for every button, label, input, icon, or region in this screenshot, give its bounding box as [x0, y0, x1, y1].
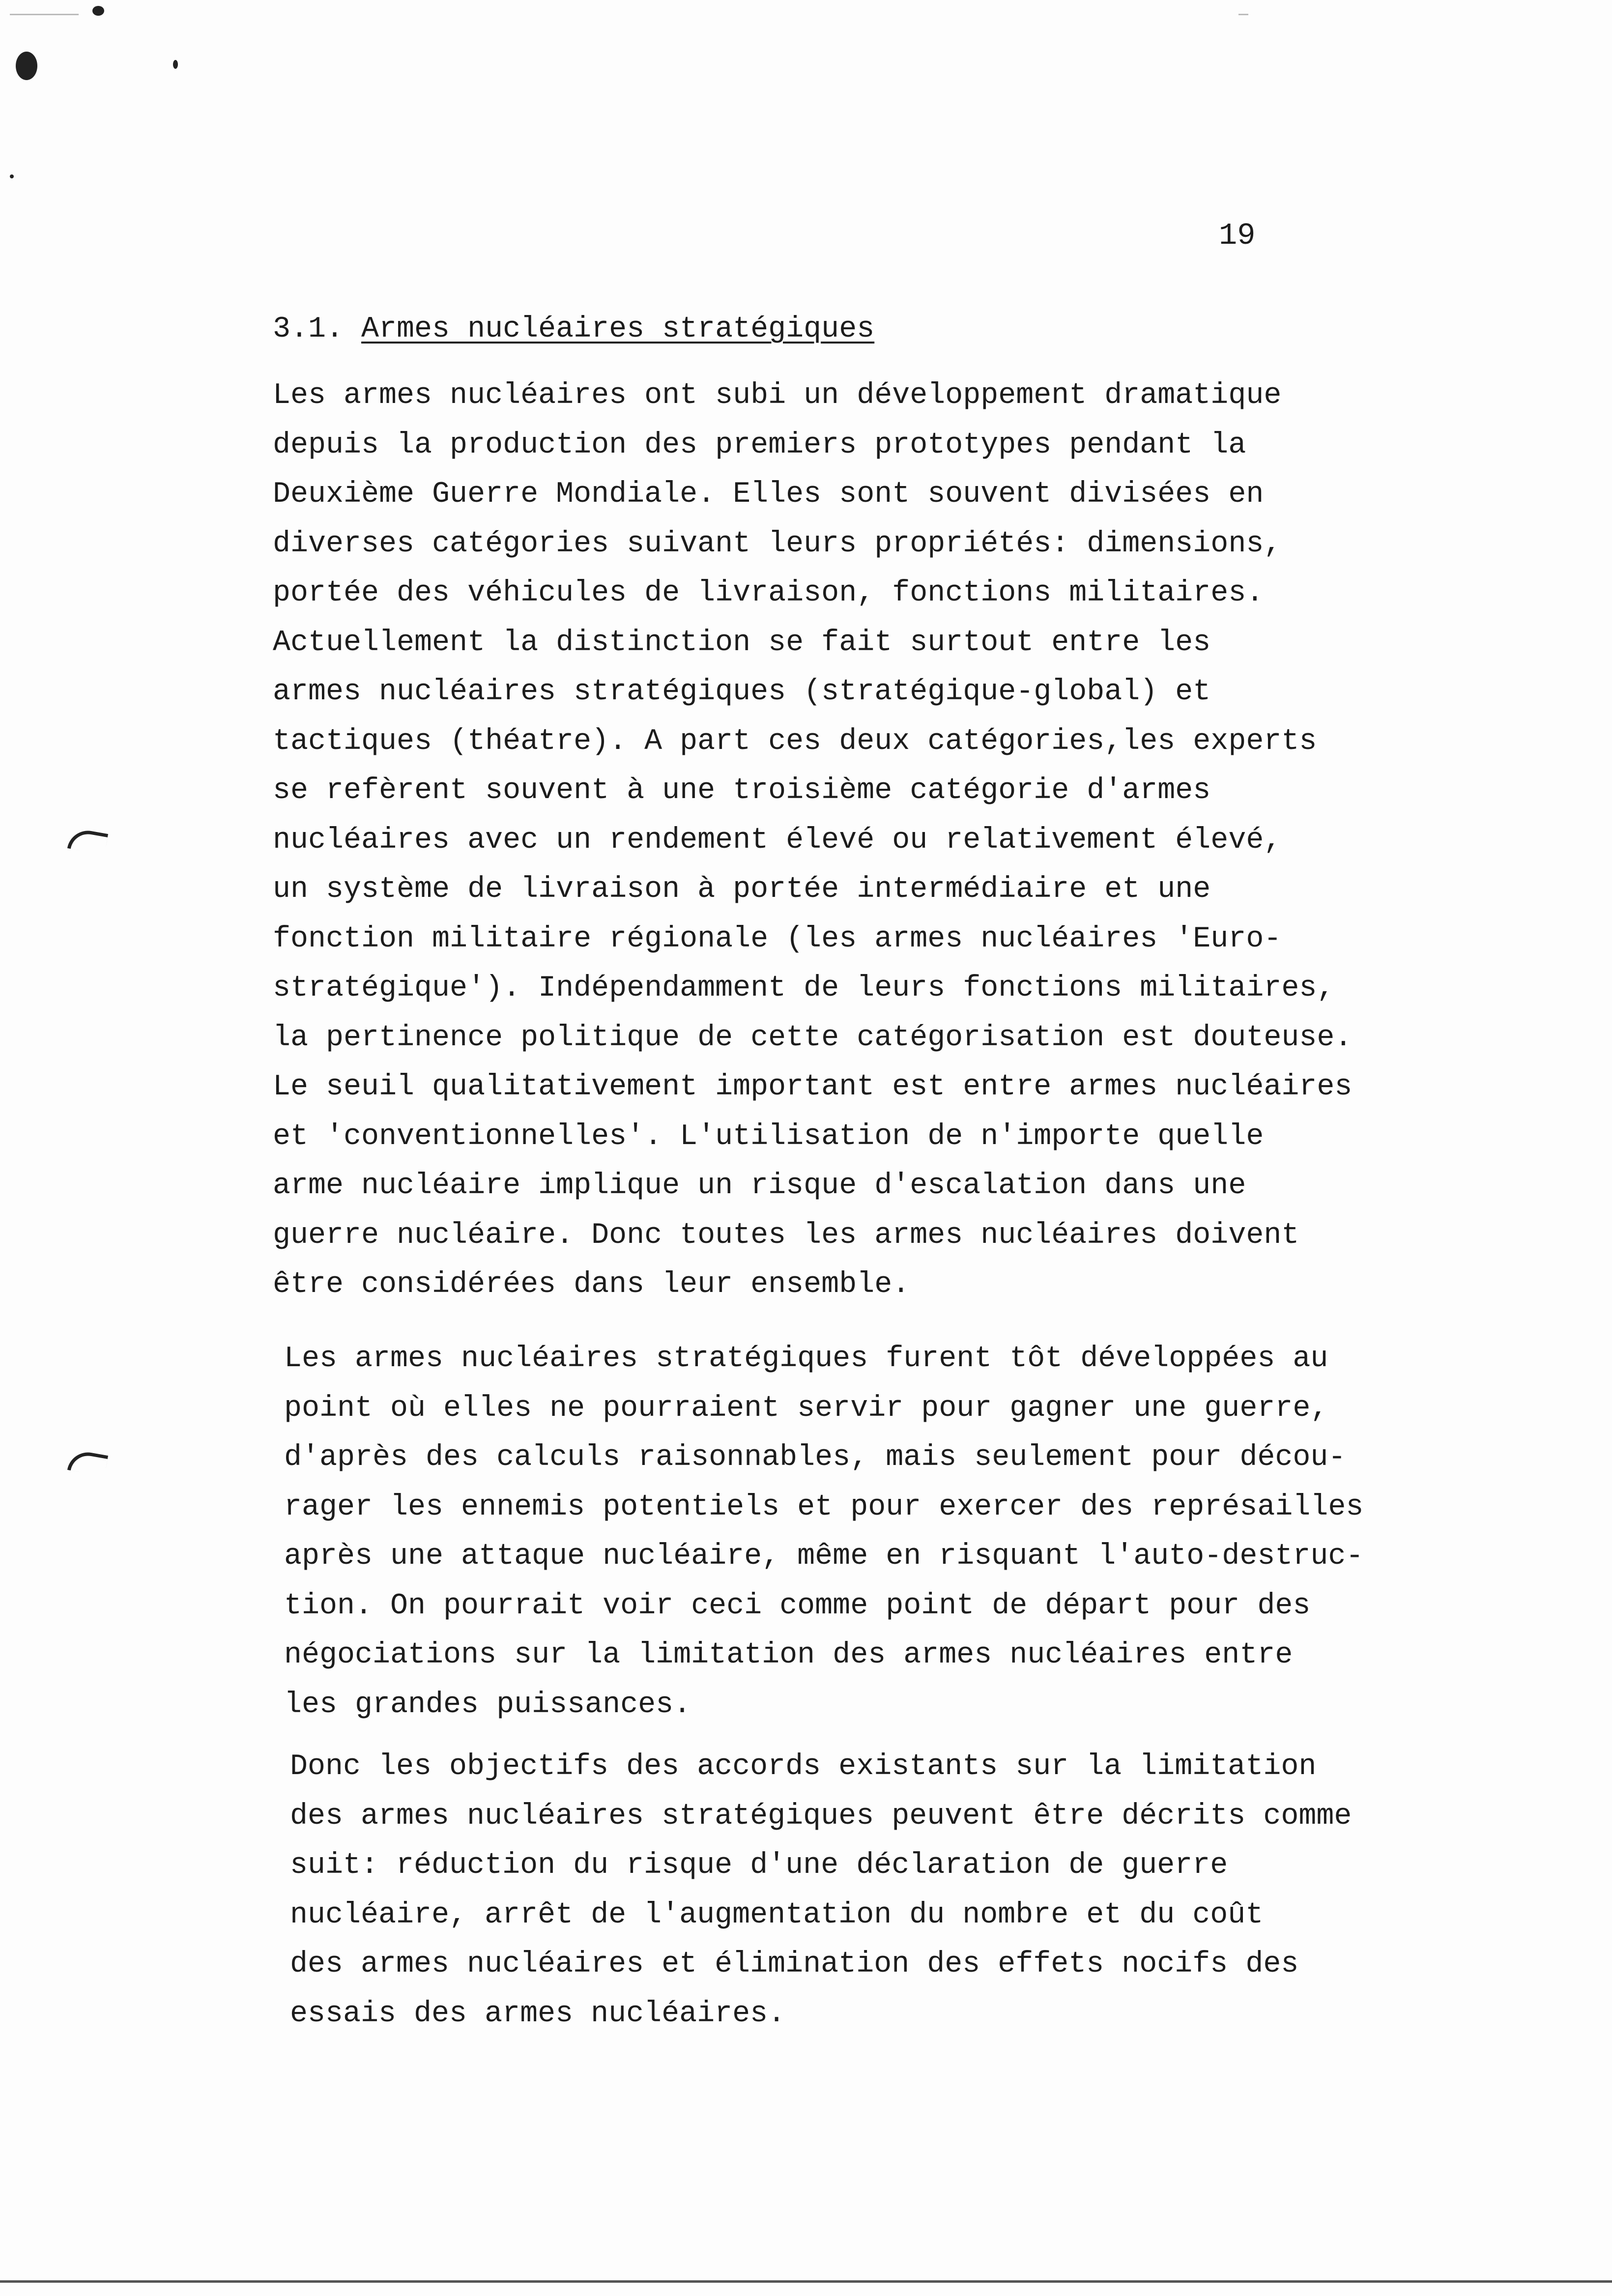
- paragraph-objectives: [290, 1742, 1352, 2038]
- scan-dash-mark: [1238, 14, 1248, 15]
- text-line: point où elles ne pourraient servir pour gagner une guerre,: [284, 1391, 1328, 1425]
- text-line: Actuellement la distinction se fait surtout entre les: [273, 626, 1211, 660]
- text-line: Les armes nucléaires ont subi un développement dramatique: [273, 379, 1282, 412]
- text-line: tactiques (théatre). A part ces deux catégories,les experts: [273, 724, 1317, 758]
- text-line: des armes nucléaires stratégiques peuvent être décrits comme: [290, 1799, 1352, 1833]
- text-line: fonction militaire régionale (les armes nucléaires 'Euro-: [273, 922, 1282, 956]
- text-line: un système de livraison à portée intermédiaire et une: [273, 873, 1211, 906]
- section-title: Armes nucléaires stratégiques: [361, 313, 875, 346]
- bottom-rule: [0, 2280, 1612, 2283]
- scan-dash-mark: [10, 14, 79, 15]
- section-number: 3.1.: [273, 313, 344, 346]
- text-line: rager les ennemis potentiels et pour exercer des représailles: [284, 1490, 1364, 1524]
- scan-bracket-mark: [67, 1449, 108, 1477]
- text-line: Les armes nucléaires stratégiques furent tôt développées au: [284, 1342, 1328, 1376]
- text-line: guerre nucléaire. Donc toutes les armes nucléaires doivent: [273, 1218, 1299, 1252]
- scan-speck-mark: [173, 60, 178, 69]
- scan-speck-mark: [10, 174, 14, 178]
- text-line: armes nucléaires stratégiques (stratégique-global) et: [273, 675, 1211, 709]
- scan-bracket-mark: [67, 828, 108, 855]
- paragraph-intro: [273, 371, 1352, 1310]
- text-line: être considérées dans leur ensemble.: [273, 1268, 910, 1301]
- text-line: nucléaire, arrêt de l'augmentation du nombre et du coût: [290, 1898, 1264, 1932]
- text-line: et 'conventionnelles'. L'utilisation de n'importe quelle: [273, 1119, 1264, 1153]
- text-line: nucléaires avec un rendement élevé ou relativement élevé,: [273, 823, 1282, 857]
- text-line: depuis la production des premiers prototypes pendant la: [273, 428, 1246, 462]
- scan-dot-mark: [92, 6, 104, 16]
- text-line: stratégique'). Indépendamment de leurs fonctions militaires,: [273, 972, 1335, 1005]
- text-line: suit: réduction du risque d'une déclaration de guerre: [290, 1849, 1228, 1882]
- text-line: portée des véhicules de livraison, fonctions militaires.: [273, 576, 1264, 610]
- text-line: la pertinence politique de cette catégorisation est douteuse.: [273, 1021, 1353, 1055]
- text-line: négociations sur la limitation des armes nucléaires entre: [284, 1638, 1293, 1672]
- text-line: Le seuil qualitativement important est entre armes nucléaires: [273, 1070, 1353, 1104]
- text-line: arme nucléaire implique un risque d'escalation dans une: [273, 1169, 1246, 1203]
- text-line: des armes nucléaires et élimination des effets nocifs des: [290, 1948, 1299, 1981]
- text-line: tion. On pourrait voir ceci comme point de départ pour des: [284, 1589, 1311, 1623]
- text-line: se refèrent souvent à une troisième catégorie d'armes: [273, 774, 1211, 807]
- scan-hole-mark: [16, 52, 37, 80]
- paragraph-deterrence: [284, 1334, 1363, 1729]
- text-line: d'après des calculs raisonnables, mais seulement pour décou-: [284, 1441, 1346, 1474]
- text-line: Donc les objectifs des accords existants sur la limitation: [290, 1750, 1317, 1783]
- text-line: essais des armes nucléaires.: [290, 1997, 786, 2031]
- text-line: les grandes puissances.: [284, 1688, 691, 1722]
- page-number: 19: [1219, 218, 1256, 253]
- text-line: après une attaque nucléaire, même en risquant l'auto-destruc-: [284, 1540, 1364, 1573]
- text-line: Deuxième Guerre Mondiale. Elles sont souvent divisées en: [273, 478, 1264, 511]
- section-heading: [273, 305, 874, 354]
- text-line: diverses catégories suivant leurs propriétés: dimensions,: [273, 527, 1282, 561]
